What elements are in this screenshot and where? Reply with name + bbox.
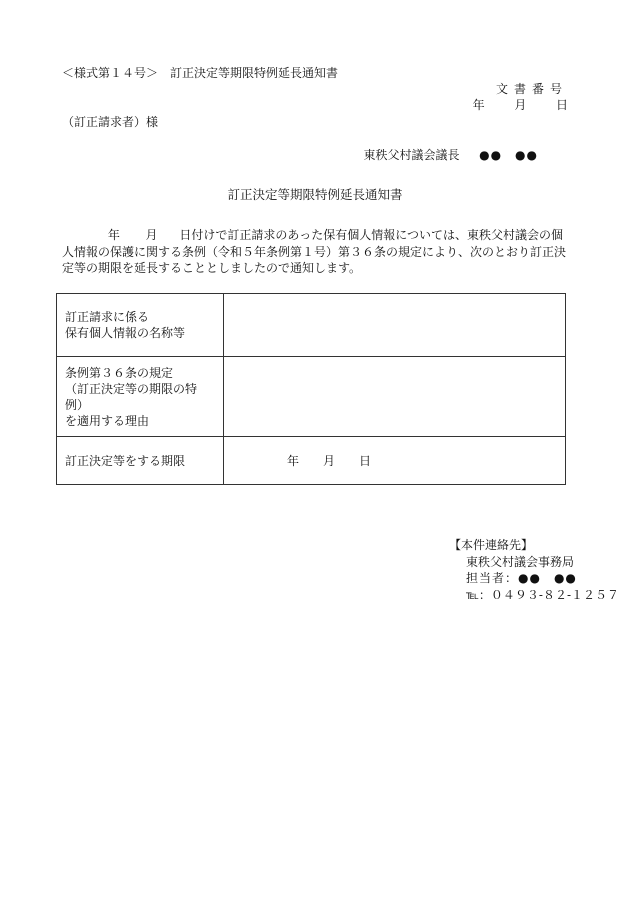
document-date: [473, 98, 568, 112]
contact-tel: ℡：０４９３-８２-１２５７: [466, 587, 620, 602]
row-value-reason: [224, 357, 566, 437]
row-label-deadline: 訂正決定等をする期限: [57, 437, 224, 485]
contact-block: [449, 537, 619, 603]
sender-title: 東秩父村議会議長: [363, 148, 460, 162]
details-table: [56, 293, 566, 485]
table-row: [57, 437, 566, 485]
date-year-label: 年: [472, 98, 485, 112]
row-label-reason: 条例第３６条の規定 （訂正決定等の期限の特例） を適用する理由: [57, 357, 224, 437]
contact-person: 担当者：●● ●●: [466, 571, 577, 585]
table-row: [57, 294, 566, 357]
row-label-information-name: 訂正請求に係る 保有個人情報の名称等: [57, 294, 224, 357]
body-year-mark: 年: [107, 228, 120, 242]
contact-office: 東秩父村議会事務局: [466, 554, 575, 569]
row-value-deadline: [224, 437, 566, 485]
body-month-mark: 月: [145, 228, 158, 242]
body-text: 日付けで訂正請求のあった保有個人情報については、東秩父村議会の個人情報の保護に関する条例（令和５年条例第１号）第３６条の規定により、次のとおり訂正決定等の期限を延長することとしましたので通知します。: [62, 228, 567, 275]
body-paragraph: [62, 227, 568, 277]
document-title: 訂正決定等期限特例延長通知書: [227, 187, 403, 202]
form-label: ＜様式第１４号＞ 訂正決定等期限特例延長通知書: [62, 66, 339, 80]
document-number-label: 文書番号: [495, 82, 568, 96]
row-value-information-name: [224, 294, 566, 357]
recipient: （訂正請求者）様: [62, 115, 159, 129]
table-row: [57, 357, 566, 437]
sender: [363, 148, 538, 162]
date-month-label: 月: [514, 98, 527, 112]
sender-name: ●● ●●: [479, 148, 538, 162]
date-day-label: 日: [555, 98, 568, 112]
contact-heading: 【本件連絡先】: [449, 538, 534, 552]
deadline-date: 年 月 日: [287, 453, 372, 468]
